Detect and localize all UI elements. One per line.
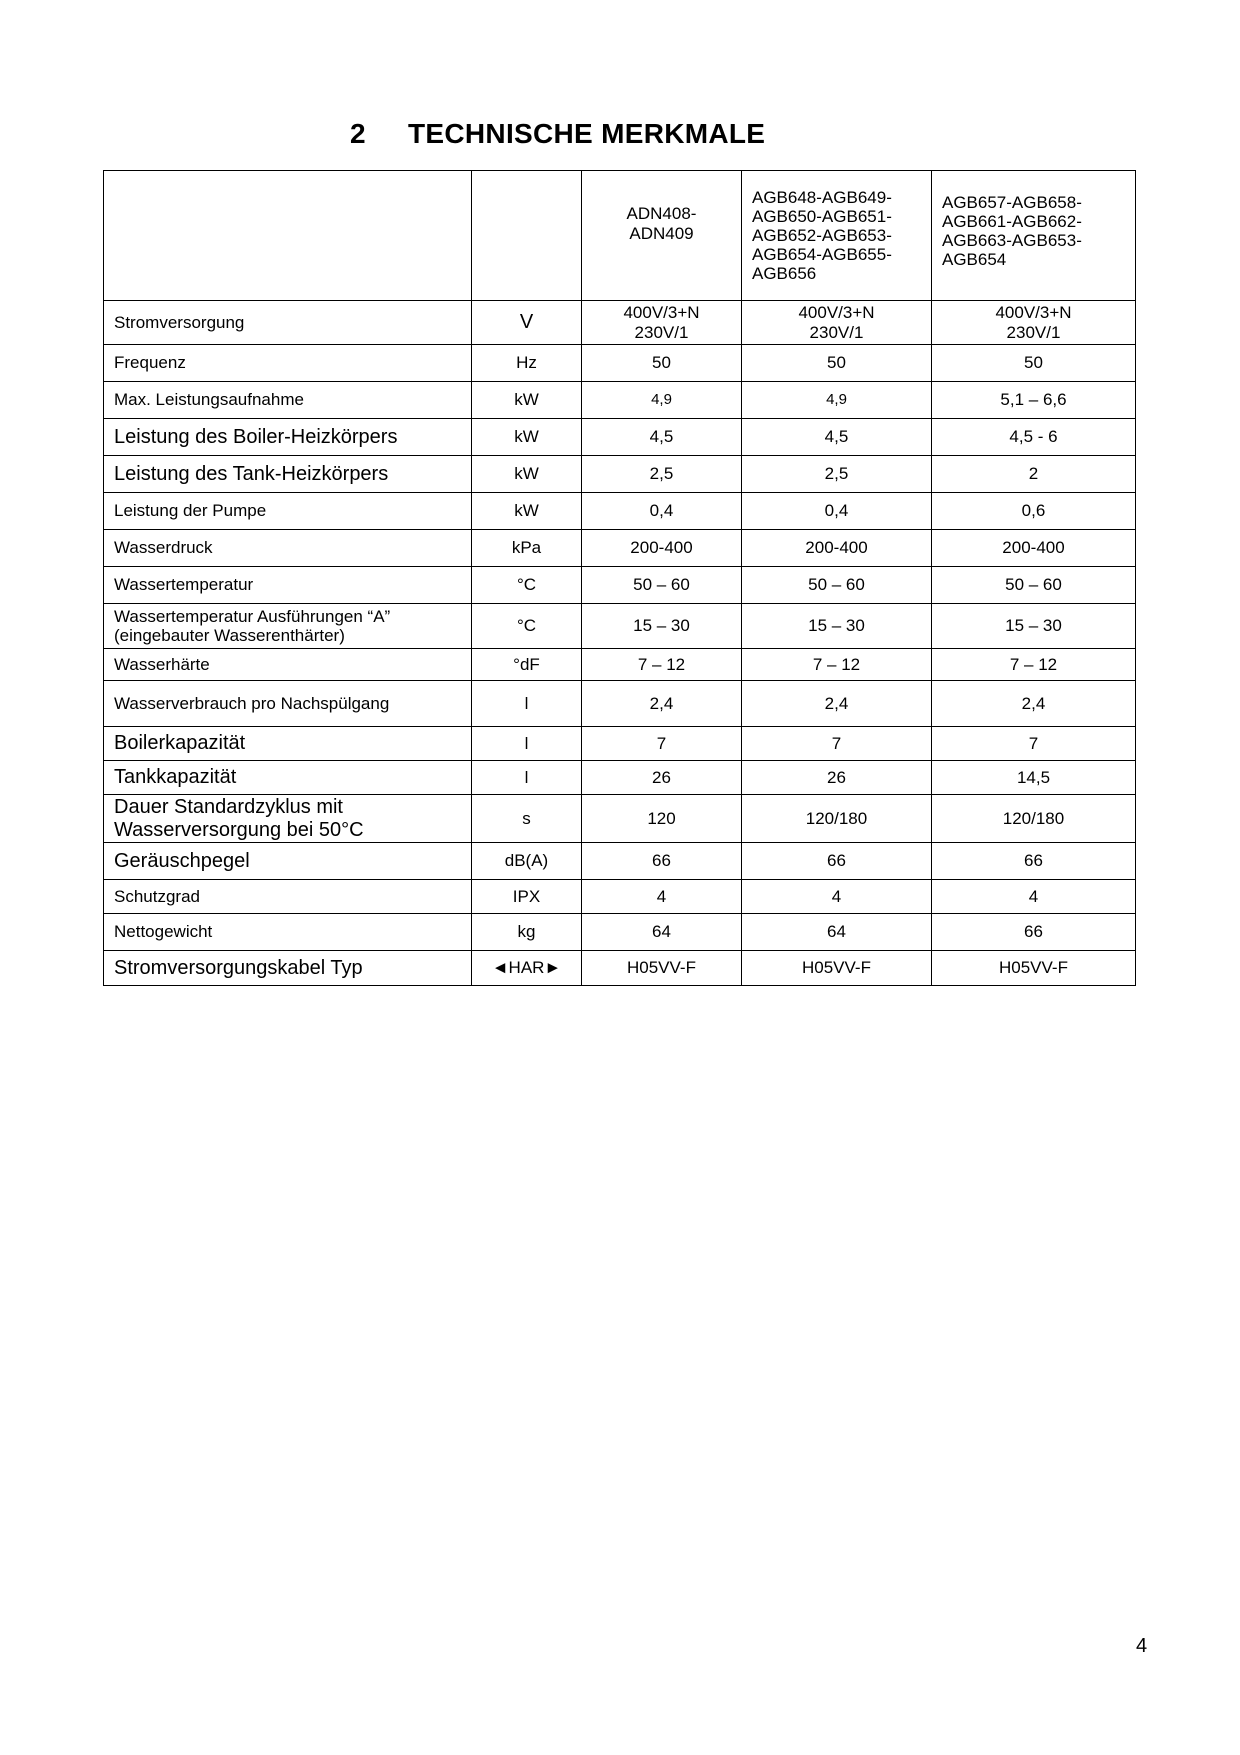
row-label: Tankkapazität bbox=[104, 761, 472, 795]
row-value: 64 bbox=[582, 914, 742, 951]
row-unit: kW bbox=[472, 419, 582, 456]
row-value: 66 bbox=[742, 843, 932, 880]
row-unit: kW bbox=[472, 493, 582, 530]
row-label: Stromversorgung bbox=[104, 301, 472, 345]
row-label: Wassertemperatur Ausführungen “A” (eingebauter Wasserenthärter) bbox=[104, 604, 472, 649]
row-value: 50 bbox=[932, 345, 1136, 382]
row-unit: ◄HAR► bbox=[472, 951, 582, 986]
table-row bbox=[104, 727, 1136, 761]
row-label: Dauer Standardzyklus mit Wasserversorgung bei 50°C bbox=[104, 795, 472, 843]
row-value: 7 – 12 bbox=[582, 649, 742, 681]
row-value: 7 bbox=[582, 727, 742, 761]
row-value: 50 – 60 bbox=[742, 567, 932, 604]
row-value: 200-400 bbox=[582, 530, 742, 567]
row-value: 120/180 bbox=[932, 795, 1136, 843]
row-value: 14,5 bbox=[932, 761, 1136, 795]
row-value: 7 – 12 bbox=[742, 649, 932, 681]
table-row bbox=[104, 681, 1136, 727]
row-label: Wasserverbrauch pro Nachspülgang bbox=[104, 681, 472, 727]
header-model-adn: ADN408- ADN409 bbox=[582, 171, 742, 301]
table-row bbox=[104, 761, 1136, 795]
row-value: 64 bbox=[742, 914, 932, 951]
row-value: 4 bbox=[582, 880, 742, 914]
row-value: 15 – 30 bbox=[582, 604, 742, 649]
row-unit: l bbox=[472, 761, 582, 795]
row-value: 4,9 bbox=[742, 382, 932, 419]
row-unit: kW bbox=[472, 382, 582, 419]
row-value: 120 bbox=[582, 795, 742, 843]
row-value: H05VV-F bbox=[742, 951, 932, 986]
row-label: Wasserhärte bbox=[104, 649, 472, 681]
table-row bbox=[104, 301, 1136, 345]
row-value: 200-400 bbox=[932, 530, 1136, 567]
row-value: 0,4 bbox=[582, 493, 742, 530]
row-unit: l bbox=[472, 727, 582, 761]
section-number: 2 bbox=[350, 118, 366, 149]
row-label: Schutzgrad bbox=[104, 880, 472, 914]
row-value: 2,5 bbox=[582, 456, 742, 493]
row-value: H05VV-F bbox=[932, 951, 1136, 986]
table-row bbox=[104, 567, 1136, 604]
row-value: 2,4 bbox=[582, 681, 742, 727]
section-title: TECHNISCHE MERKMALE bbox=[408, 118, 766, 149]
table-row bbox=[104, 419, 1136, 456]
row-label: Max. Leistungsaufnahme bbox=[104, 382, 472, 419]
table-row bbox=[104, 604, 1136, 649]
row-value: 400V/3+N 230V/1 bbox=[742, 301, 932, 345]
row-value: 4,5 bbox=[582, 419, 742, 456]
page-number: 4 bbox=[1136, 1635, 1148, 1657]
row-unit: Hz bbox=[472, 345, 582, 382]
row-value: 50 – 60 bbox=[582, 567, 742, 604]
row-value: 4,9 bbox=[582, 382, 742, 419]
row-unit: s bbox=[472, 795, 582, 843]
technical-specifications-table bbox=[103, 170, 1136, 986]
row-value: 66 bbox=[932, 914, 1136, 951]
row-value: 66 bbox=[932, 843, 1136, 880]
row-unit: kg bbox=[472, 914, 582, 951]
row-label: Leistung der Pumpe bbox=[104, 493, 472, 530]
table-row bbox=[104, 951, 1136, 986]
row-value: 50 bbox=[742, 345, 932, 382]
section-heading bbox=[350, 118, 765, 150]
table-row bbox=[104, 345, 1136, 382]
row-unit: l bbox=[472, 681, 582, 727]
row-unit: IPX bbox=[472, 880, 582, 914]
header-unit-cell bbox=[472, 171, 582, 301]
row-unit: °C bbox=[472, 567, 582, 604]
table-row bbox=[104, 843, 1136, 880]
row-value: 200-400 bbox=[742, 530, 932, 567]
row-unit: °C bbox=[472, 604, 582, 649]
row-label: Wasserdruck bbox=[104, 530, 472, 567]
row-value: 0,6 bbox=[932, 493, 1136, 530]
row-label: Geräuschpegel bbox=[104, 843, 472, 880]
header-label-cell bbox=[104, 171, 472, 301]
row-value: 4,5 bbox=[742, 419, 932, 456]
table-row bbox=[104, 649, 1136, 681]
row-label: Leistung des Tank-Heizkörpers bbox=[104, 456, 472, 493]
row-unit: °dF bbox=[472, 649, 582, 681]
row-value: 400V/3+N 230V/1 bbox=[582, 301, 742, 345]
row-value: 26 bbox=[742, 761, 932, 795]
row-value: 15 – 30 bbox=[932, 604, 1136, 649]
row-label: Leistung des Boiler-Heizkörpers bbox=[104, 419, 472, 456]
row-label: Frequenz bbox=[104, 345, 472, 382]
row-value: 50 – 60 bbox=[932, 567, 1136, 604]
row-value: 120/180 bbox=[742, 795, 932, 843]
table-header-row bbox=[104, 171, 1136, 301]
row-value: 2 bbox=[932, 456, 1136, 493]
row-value: 400V/3+N 230V/1 bbox=[932, 301, 1136, 345]
table-row bbox=[104, 382, 1136, 419]
table-row bbox=[104, 456, 1136, 493]
row-value: 2,4 bbox=[932, 681, 1136, 727]
row-value: 26 bbox=[582, 761, 742, 795]
row-value: 15 – 30 bbox=[742, 604, 932, 649]
row-value: 66 bbox=[582, 843, 742, 880]
row-unit: V bbox=[472, 301, 582, 345]
table-row bbox=[104, 795, 1136, 843]
row-label: Boilerkapazität bbox=[104, 727, 472, 761]
row-value: 2,5 bbox=[742, 456, 932, 493]
row-label: Wassertemperatur bbox=[104, 567, 472, 604]
row-value: 5,1 – 6,6 bbox=[932, 382, 1136, 419]
row-value: H05VV-F bbox=[582, 951, 742, 986]
row-unit: dB(A) bbox=[472, 843, 582, 880]
row-value: 7 bbox=[742, 727, 932, 761]
table-row bbox=[104, 880, 1136, 914]
row-value: 4 bbox=[742, 880, 932, 914]
row-value: 2,4 bbox=[742, 681, 932, 727]
header-model-agb657: AGB657-AGB658- AGB661-AGB662- AGB663-AGB653- AGB654 bbox=[932, 171, 1136, 301]
row-value: 4,5 - 6 bbox=[932, 419, 1136, 456]
table-row bbox=[104, 530, 1136, 567]
row-label: Nettogewicht bbox=[104, 914, 472, 951]
row-value: 7 – 12 bbox=[932, 649, 1136, 681]
header-model-agb648: AGB648-AGB649- AGB650-AGB651- AGB652-AGB653- AGB654-AGB655- AGB656 bbox=[742, 171, 932, 301]
row-label: Stromversorgungskabel Typ bbox=[104, 951, 472, 986]
table-row bbox=[104, 493, 1136, 530]
row-unit: kW bbox=[472, 456, 582, 493]
table-row bbox=[104, 914, 1136, 951]
row-value: 0,4 bbox=[742, 493, 932, 530]
row-value: 7 bbox=[932, 727, 1136, 761]
row-value: 50 bbox=[582, 345, 742, 382]
row-value: 4 bbox=[932, 880, 1136, 914]
row-unit: kPa bbox=[472, 530, 582, 567]
